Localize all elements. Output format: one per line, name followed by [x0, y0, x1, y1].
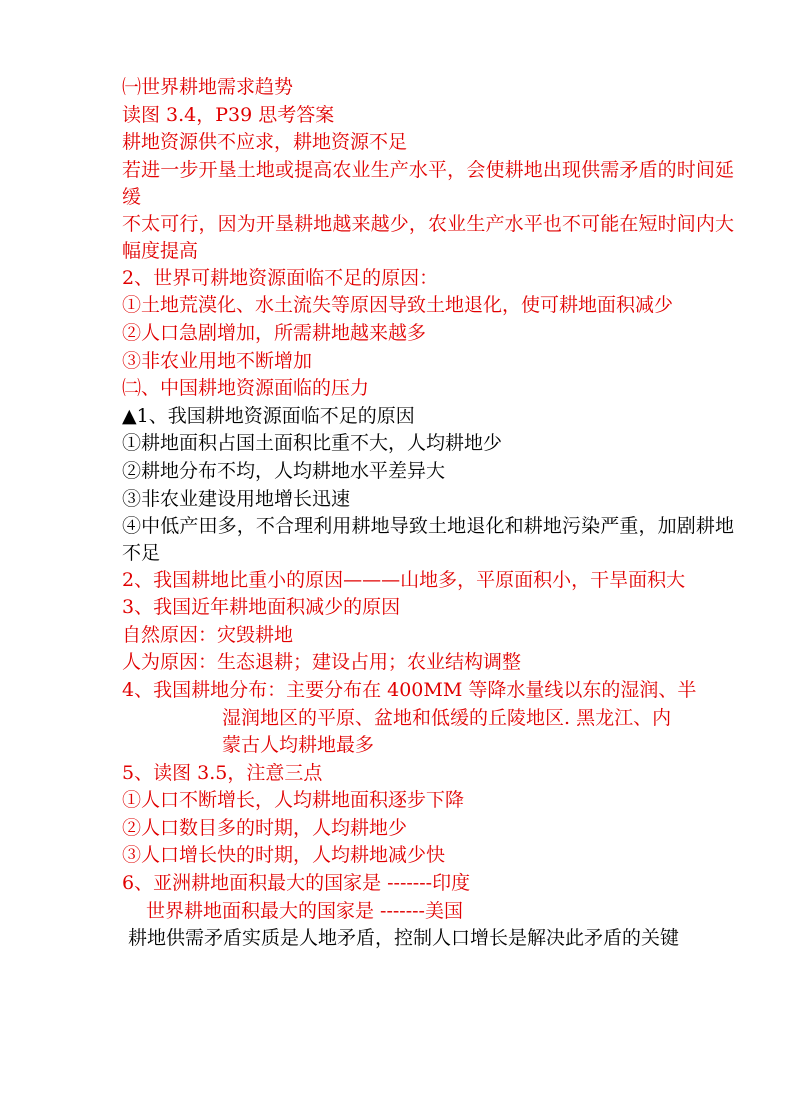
text-line: 读图 3.4，P39 思考答案 [122, 103, 335, 126]
subheading: ▲1、我国耕地资源面临不足的原因 [122, 404, 415, 427]
list-item: ②耕地分布不均，人均耕地水平差异大 [122, 459, 446, 482]
list-item: ③非农业建设用地增长迅速 [122, 487, 351, 510]
document-body [122, 74, 734, 952]
text-paragraph: 若进一步开垦土地或提高农业生产水平，会使耕地出现供需矛盾的时间延缓 [122, 158, 734, 208]
subheading: 3、我国近年耕地面积减少的原因 [122, 596, 401, 619]
section-heading-1: ㈠世界耕地需求趋势 [122, 76, 294, 98]
text-line: 人为原因：生态退耕；建设占用；农业结构调整 [122, 651, 522, 674]
list-item: ④中低产田多，不合理利用耕地导致土地退化和耕地污染严重，加剧耕地不足 [122, 515, 734, 565]
text-paragraph: 耕地供需矛盾实质是人地矛盾，控制人口增长是解决此矛盾的关键 [128, 927, 680, 950]
subheading: 5、读图 3.5，注意三点 [122, 761, 323, 784]
subheading: 2、世界可耕地资源面临不足的原因： [122, 266, 439, 289]
text-paragraph: 2、我国耕地比重小的原因———山地多，平原面积小，干旱面积大 [122, 569, 686, 592]
text-line: 湿润地区的平原、盆地和低缓的丘陵地区. 黑龙江、内 [222, 706, 672, 729]
text-line: 自然原因：灾毁耕地 [122, 623, 294, 646]
list-item: ③非农业用地不断增加 [122, 349, 313, 372]
text-line: 6、亚洲耕地面积最大的国家是 -------印度 [122, 872, 471, 895]
text-line: 世界耕地面积最大的国家是 -------美国 [146, 899, 463, 922]
list-item: ①耕地面积占国土面积比重不大，人均耕地少 [122, 432, 503, 455]
text-line: 耕地资源供不应求，耕地资源不足 [122, 131, 408, 154]
text-line: 蒙古人均耕地最多 [222, 734, 375, 757]
list-item: ②人口数目多的时期，人均耕地少 [122, 816, 408, 839]
text-paragraph: 不太可行，因为开垦耕地越来越少，农业生产水平也不可能在短时间内大幅度提高 [122, 212, 734, 262]
list-item: ①人口不断增长，人均耕地面积逐步下降 [122, 789, 465, 812]
list-item: ②人口急剧增加，所需耕地越来越多 [122, 321, 427, 344]
subheading: 4、我国耕地分布：主要分布在 400MM 等降水量线以东的湿润、半 [122, 678, 697, 701]
list-item: ①土地荒漠化、水土流失等原因导致土地退化，使可耕地面积减少 [122, 294, 674, 317]
section-heading-2: ㈡、中国耕地资源面临的压力 [122, 377, 370, 400]
list-item: ③人口增长快的时期，人均耕地减少快 [122, 844, 446, 867]
